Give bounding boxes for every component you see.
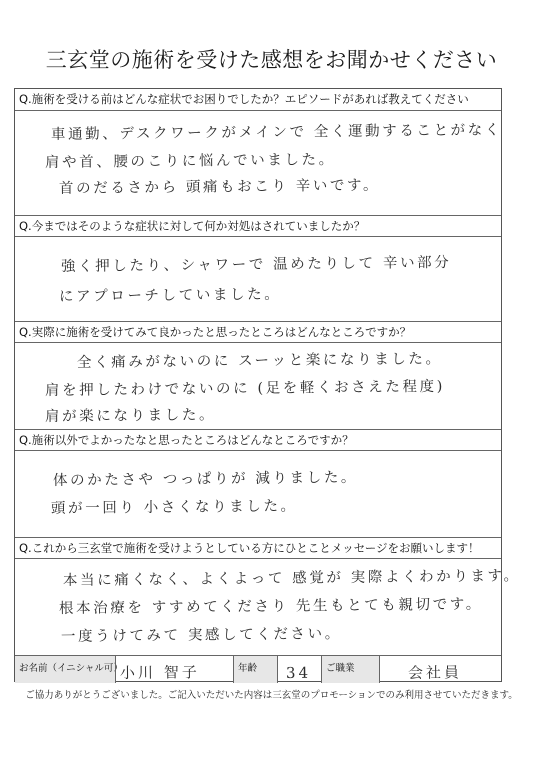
respondent-info-row xyxy=(15,655,501,683)
answer-1-line-2: 肩や首、腰のこりに悩んでいました。 xyxy=(44,151,336,171)
answer-2-line-2: にアプローチしていました。 xyxy=(58,286,282,305)
answer-4-line-2: 頭が一回り 小さくなりました。 xyxy=(50,498,298,517)
question-2: Q.今まではそのような症状に対して何か対処はされていましたか？ xyxy=(15,215,501,237)
answer-3 xyxy=(15,343,501,429)
answer-3-line-3: 肩が楽になりました。 xyxy=(44,407,217,425)
answer-4 xyxy=(15,451,501,537)
answer-3-line-2: 肩を押したわけでないのに (足を軽くおさえた程度) xyxy=(44,378,445,399)
answer-2 xyxy=(15,237,501,321)
question-1: Q.施術を受ける前はどんな症状でお困りでしたか？エピソードがあれば教えてください xyxy=(15,89,501,111)
question-4: Q.施術以外でよかったなと思ったところはどんなところですか？ xyxy=(15,429,501,451)
age-label: 年齢 xyxy=(233,656,277,683)
job-label: ご職業 xyxy=(321,656,379,683)
answer-3-line-1: 全く痛みがないのに スーッと楽になりました。 xyxy=(76,351,443,371)
name-value: 小川 智子 xyxy=(119,663,200,682)
footer-note: ご協力ありがとうございました。ご記入いただいた内容は三玄堂のプロモーションでのみ利用させていただきます。 xyxy=(25,690,518,701)
answer-1-line-3: 首のだるさから 頭痛もおこり 辛いです。 xyxy=(58,177,381,197)
age-field[interactable] xyxy=(277,656,321,683)
answer-5-line-3: 一度うけてみて 実感してください。 xyxy=(60,626,342,645)
job-value: 会社員 xyxy=(407,663,463,682)
answer-1-line-1: 車通勤、デスクワークがメインで 全く運動することがなく xyxy=(50,122,503,143)
answer-5-line-1: 本当に痛くなく、よくよって 感覚が 実際よくわかります。 xyxy=(62,568,521,589)
age-value: 34 xyxy=(285,663,312,682)
question-3: Q.実際に施術を受けてみて良かったと思ったところはどんなところですか？ xyxy=(15,321,501,343)
answer-1 xyxy=(15,111,501,215)
name-label: お名前（イニシャル可） xyxy=(15,656,115,683)
name-field[interactable] xyxy=(115,656,233,683)
question-5: Q.これから三玄堂で施術を受けようとしている方にひとことメッセージをお願いします！ xyxy=(15,537,501,559)
answer-5-line-2: 根本治療を すすめてくださり 先生もとても親切です。 xyxy=(58,596,483,617)
answer-4-line-1: 体のかたさや つっぱりが 減りました。 xyxy=(52,469,359,489)
job-field[interactable] xyxy=(379,656,500,683)
answer-2-line-1: 強く押したり、シャワーで 温めたりして 辛い部分 xyxy=(60,254,452,275)
page-title: 三玄堂の施術を受けた感想をお聞かせください xyxy=(45,48,498,72)
answer-5 xyxy=(15,559,521,655)
survey-form xyxy=(14,88,521,682)
